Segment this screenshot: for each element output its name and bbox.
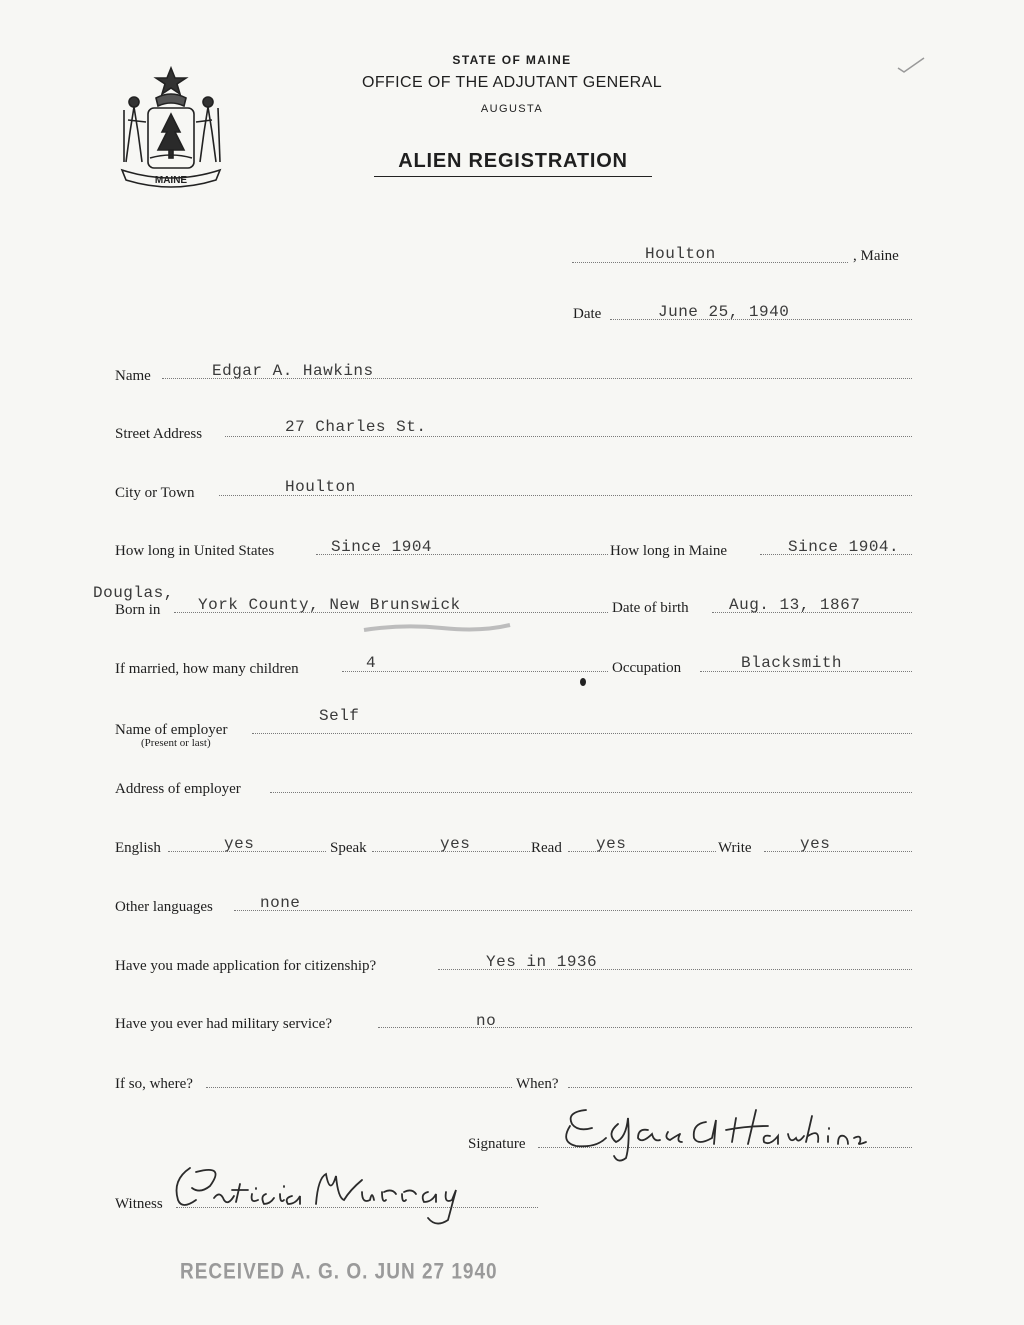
- other-languages-value[interactable]: none: [260, 894, 301, 912]
- maine-length-label: How long in Maine: [610, 543, 728, 559]
- military-line: [378, 1027, 912, 1028]
- read-line: [568, 851, 716, 852]
- english-label: English: [115, 840, 161, 856]
- when-label: When?: [516, 1076, 559, 1092]
- where-label: If so, where?: [115, 1076, 193, 1092]
- employer-address-label: Address of employer: [115, 781, 241, 797]
- born-label: Born in: [115, 602, 161, 618]
- children-label: If married, how many children: [115, 661, 299, 677]
- citizenship-value[interactable]: Yes in 1936: [486, 953, 598, 971]
- employer-address-line: [270, 792, 912, 793]
- children-line: [342, 671, 608, 672]
- header-office: OFFICE OF THE ADJUTANT GENERAL: [361, 74, 663, 91]
- citizenship-label: Have you made application for citizenship?: [115, 958, 377, 974]
- other-languages-line: [234, 910, 912, 911]
- write-label: Write: [718, 840, 752, 856]
- witness-handwriting[interactable]: [166, 1160, 486, 1230]
- speak-label: Speak: [330, 840, 367, 856]
- us-length-value[interactable]: Since 1904: [331, 538, 433, 556]
- name-label: Name: [115, 368, 151, 384]
- when-line: [568, 1087, 912, 1088]
- date-value[interactable]: June 25, 1940: [658, 303, 790, 321]
- other-languages-label: Other languages: [115, 899, 213, 915]
- occupation-value[interactable]: Blacksmith: [741, 654, 843, 672]
- military-value[interactable]: no: [476, 1012, 497, 1030]
- write-line: [764, 851, 912, 852]
- street-label: Street Address: [115, 426, 203, 442]
- place-suffix: , Maine: [853, 248, 899, 264]
- us-length-label: How long in United States: [115, 543, 275, 559]
- write-value[interactable]: yes: [800, 835, 831, 853]
- where-line: [206, 1087, 512, 1088]
- maine-length-value[interactable]: Since 1904.: [788, 538, 900, 556]
- maine-state-seal-icon: [112, 62, 230, 194]
- witness-label: Witness: [115, 1196, 163, 1212]
- city-label: City or Town: [115, 485, 195, 501]
- employer-value[interactable]: Self: [319, 707, 360, 725]
- smudge-mark: [362, 622, 512, 634]
- header-state: STATE OF MAINE: [452, 53, 572, 67]
- title-underline: [374, 176, 652, 177]
- svg-text:MAINE: MAINE: [154, 175, 188, 186]
- check-mark-icon: [896, 56, 926, 74]
- place-value[interactable]: Houlton: [645, 245, 716, 263]
- dob-label: Date of birth: [612, 600, 689, 616]
- born-prefix-value[interactable]: Douglas,: [93, 584, 174, 602]
- children-value[interactable]: 4: [366, 654, 377, 672]
- form-title: ALIEN REGISTRATION: [398, 150, 628, 172]
- employer-label: Name of employer: [115, 722, 228, 738]
- english-value[interactable]: yes: [224, 835, 255, 853]
- received-stamp: RECEIVED A. G. O. JUN 27 1940: [180, 1260, 498, 1285]
- born-value[interactable]: York County, New Brunswick: [198, 596, 461, 614]
- signature-label: Signature: [468, 1136, 526, 1152]
- occupation-label: Occupation: [612, 660, 682, 676]
- header-city: AUGUSTA: [480, 103, 544, 115]
- read-label: Read: [531, 840, 562, 856]
- speak-value[interactable]: yes: [440, 835, 471, 853]
- name-value[interactable]: Edgar A. Hawkins: [212, 362, 374, 380]
- employer-sublabel: (Present or last): [141, 737, 211, 749]
- military-label: Have you ever had military service?: [115, 1016, 332, 1032]
- read-value[interactable]: yes: [596, 835, 627, 853]
- ink-dot: [580, 678, 586, 686]
- dob-value[interactable]: Aug. 13, 1867: [729, 596, 861, 614]
- street-value[interactable]: 27 Charles St.: [285, 418, 427, 436]
- date-label: Date: [573, 306, 602, 322]
- city-value[interactable]: Houlton: [285, 478, 356, 496]
- employer-line: [252, 733, 912, 734]
- street-line: [225, 436, 912, 437]
- signature-handwriting[interactable]: [556, 1098, 876, 1168]
